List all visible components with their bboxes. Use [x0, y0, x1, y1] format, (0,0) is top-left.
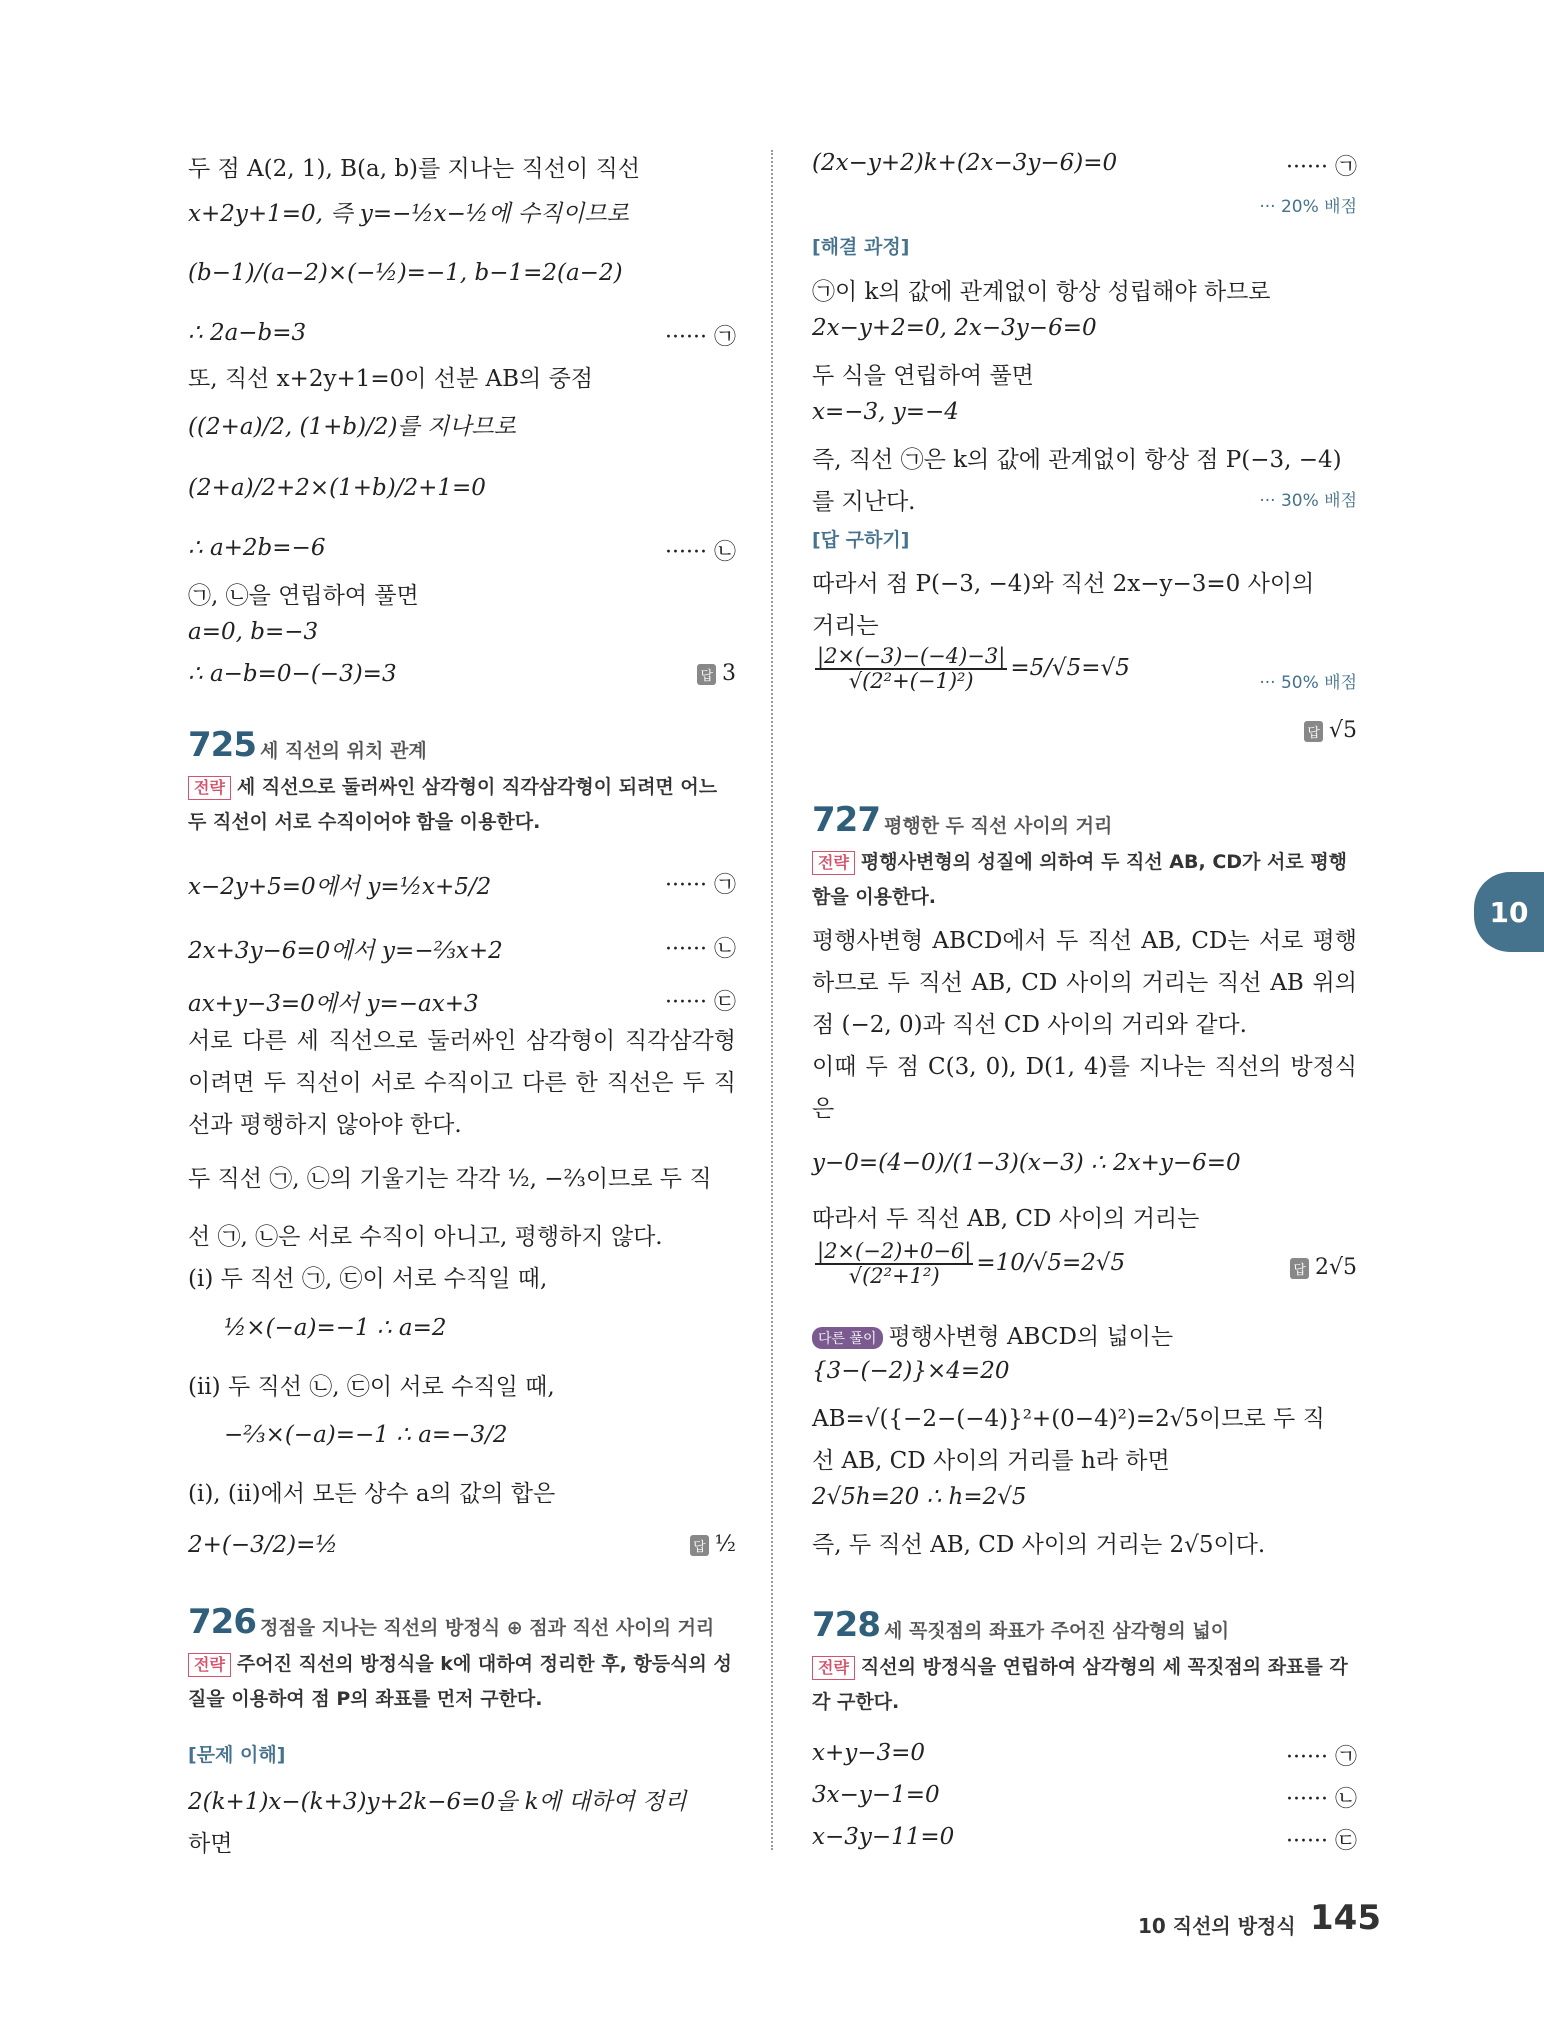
column-divider: [771, 150, 773, 1850]
problem-title: 세 꼭짓점의 좌표가 주어진 삼각형의 넓이: [884, 1620, 1230, 1642]
strategy-body: 평행사변형의 성질에 의하여 두 직선 AB, CD가 서로 평행함을 이용한다.: [812, 851, 1348, 908]
alt-solution-text: 평행사변형 ABCD의 넓이는: [888, 1324, 1174, 1350]
equation-tag: ······ ㉠: [665, 873, 736, 898]
text-line: 따라서 두 직선 AB, CD 사이의 거리는: [812, 1206, 1200, 1232]
problem-number: 725: [188, 725, 256, 765]
text-line: (ii) 두 직선 ㉡, ㉢이 서로 수직일 때,: [188, 1374, 555, 1400]
numerator: |2×(−2)+0−6|: [815, 1240, 973, 1265]
equation-tag: ······ ㉠: [665, 325, 736, 350]
equation-line: −⅔×(−a)=−1 ∴ a=−3/2: [224, 1422, 508, 1448]
strategy-body: 세 직선으로 둘러싸인 삼각형이 직각삼각형이 되려면 어느 두 직선이 서로 수직이어야 함을 이용한다.: [188, 776, 718, 833]
alt-solution-badge: 다른 풀이: [812, 1327, 883, 1349]
equation-line: 2+(−3/2)=½: [188, 1532, 338, 1558]
text-line: 또, 직선 x+2y+1=0이 선분 AB의 중점: [188, 366, 594, 392]
strategy-badge: 전략: [188, 776, 231, 800]
text-line: 선 ㉠, ㉡은 서로 수직이 아니고, 평행하지 않다.: [188, 1224, 663, 1250]
problem-title: 세 직선의 위치 관계: [260, 740, 427, 762]
strategy-body: 주어진 직선의 방정식을 k에 대하여 정리한 후, 항등식의 성질을 이용하여 점 P의 좌표를 먼저 구한다.: [188, 1653, 732, 1710]
problem-title: 평행한 두 직선 사이의 거리: [884, 815, 1113, 837]
equation-line: (2x−y+2)k+(2x−3y−6)=0: [812, 150, 1118, 176]
page-number: 145: [1310, 1898, 1381, 1938]
text-line: ∴ a+2b=−6: [188, 535, 326, 561]
paragraph: 서로 다른 세 직선으로 둘러싸인 삼각형이 직각삼각형이려면 두 직선이 서로 수직이고 다른 한 직선은 두 직선과 평행하지 않아야 한다.: [188, 1028, 736, 1138]
text-line: 즉, 두 직선 AB, CD 사이의 거리는 2√5이다.: [812, 1532, 1266, 1558]
text-line: a=0, b=−3: [188, 619, 319, 645]
problem-number: 726: [188, 1602, 256, 1642]
strategy-text: [188, 1647, 736, 1717]
answer-value: ½: [714, 1532, 736, 1557]
equation-tag: ······ ㉢: [1286, 1829, 1357, 1854]
footer-chapter-label: 10 직선의 방정식: [1138, 1914, 1296, 1938]
step-heading: [해결 과정]: [812, 236, 910, 258]
answer-label-icon: 답: [1304, 721, 1323, 742]
text-line: 를 지난다.: [812, 489, 916, 515]
step-heading: [문제 이해]: [188, 1744, 286, 1766]
numerator: |2×(−3)−(−4)−3|: [815, 645, 1007, 670]
text-line: 거리는: [812, 613, 879, 639]
score-note: ··· 30% 배점: [1259, 491, 1357, 511]
text-line: 선 AB, CD 사이의 거리를 h라 하면: [812, 1448, 1170, 1474]
text-line: ((2+a)/2, (1+b)/2)를 지나므로: [188, 414, 516, 440]
strategy-body: 직선의 방정식을 연립하여 삼각형의 세 꼭짓점의 좌표를 각각 구한다.: [812, 1656, 1348, 1713]
strategy-badge: 전략: [812, 1656, 855, 1680]
text-line: 즉, 직선 ㉠은 k의 값에 관계없이 항상 점 P(−3, −4): [812, 447, 1342, 473]
equation-line: x=−3, y=−4: [812, 399, 959, 425]
equation-tag: ······ ㉡: [1286, 1787, 1357, 1812]
equation-line: x−2y+5=0에서 y=½x+5/2: [188, 874, 492, 900]
equation-line: 3x−y−1=0: [812, 1782, 940, 1808]
answer-label-icon: 답: [1290, 1258, 1309, 1279]
text-line: ㉠이 k의 값에 관계없이 항상 성립해야 하므로: [812, 279, 1271, 305]
text-line: 2(k+1)x−(k+3)y+2k−6=0을 k에 대하여 정리: [188, 1789, 687, 1815]
problem-title: 정점을 지나는 직선의 방정식 ⊕ 점과 직선 사이의 거리: [260, 1617, 715, 1639]
text-line: AB=√({−2−(−4)}²+(0−4)²)=2√5이므로 두 직: [812, 1406, 1325, 1432]
answer: [1290, 1255, 1357, 1280]
strategy-badge: 전략: [188, 1653, 231, 1677]
equation-tag: ······ ㉠: [1286, 155, 1357, 180]
answer-value: 3: [722, 661, 736, 686]
text-line: 하면: [188, 1831, 233, 1857]
strategy-text: [812, 845, 1357, 915]
equation-line: 2√5h=20 ∴ h=2√5: [812, 1484, 1027, 1510]
denominator: √(2²+1²): [848, 1264, 940, 1289]
text-line: ㉠, ㉡을 연립하여 풀면: [188, 583, 419, 609]
answer-label-icon: 답: [697, 664, 716, 685]
text-line: (b−1)/(a−2)×(−½)=−1, b−1=2(a−2): [188, 260, 623, 286]
equation-line: x+y−3=0: [812, 1740, 926, 1766]
text-line: ∴ a−b=0−(−3)=3: [188, 661, 397, 687]
equation-tag: ······ ㉠: [1286, 1745, 1357, 1770]
answer: [1304, 718, 1357, 743]
problem-number: 727: [812, 800, 880, 840]
text-line: (2+a)/2+2×(1+b)/2+1=0: [188, 475, 486, 501]
text-line: (i) 두 직선 ㉠, ㉢이 서로 수직일 때,: [188, 1266, 548, 1292]
equation-line: y−0=(4−0)/(1−3)(x−3) ∴ 2x+y−6=0: [812, 1150, 1241, 1176]
equation-tag: ······ ㉢: [665, 990, 736, 1015]
paragraph: 평행사변형 ABCD에서 두 직선 AB, CD는 서로 평행하므로 두 직선 AB, CD 사이의 거리는 직선 AB 위의 점 (−2, 0)과 직선 CD 사이의 거리와 같다.: [812, 928, 1357, 1038]
answer-value: 2√5: [1314, 1255, 1357, 1280]
score-note: ··· 20% 배점: [1259, 197, 1357, 217]
equation-line: ax+y−3=0에서 y=−ax+3: [188, 991, 479, 1017]
equation-line: ½×(−a)=−1 ∴ a=2: [224, 1315, 447, 1341]
answer: [690, 1532, 736, 1557]
chapter-tab: 10: [1474, 872, 1544, 952]
fraction-line: [812, 1240, 1357, 1288]
paragraph: 이때 두 점 C(3, 0), D(1, 4)를 지나는 직선의 방정식은: [812, 1054, 1357, 1122]
equation-line: 2x−y+2=0, 2x−3y−6=0: [812, 315, 1097, 341]
strategy-text: [188, 770, 736, 840]
equation-line: {3−(−2)}×4=20: [812, 1358, 1010, 1384]
problem-number: 728: [812, 1605, 880, 1645]
denominator: √(2²+(−1)²): [848, 669, 974, 694]
text-line: (i), (ii)에서 모든 상수 a의 값의 합은: [188, 1481, 556, 1507]
answer: [697, 661, 736, 686]
equation-tag: ······ ㉡: [665, 937, 736, 962]
fraction: [815, 1240, 973, 1288]
score-note: ··· 50% 배점: [1259, 673, 1357, 693]
step-heading: [답 구하기]: [812, 529, 910, 551]
equation-line: x−3y−11=0: [812, 1824, 955, 1850]
alt-solution-heading: [812, 1318, 1357, 1351]
text-line: 따라서 점 P(−3, −4)와 직선 2x−y−3=0 사이의: [812, 571, 1315, 597]
equation-tag: ······ ㉡: [665, 540, 736, 565]
text-line: 두 식을 연립하여 풀면: [812, 363, 1034, 389]
strategy-badge: 전략: [812, 851, 855, 875]
equation-line: 2x+3y−6=0에서 y=−⅔x+2: [188, 938, 503, 964]
strategy-text: [812, 1650, 1357, 1720]
text-line: 두 직선 ㉠, ㉡의 기울기는 각각 ½, −⅔이므로 두 직: [188, 1166, 712, 1192]
fraction-result: =10/√5=2√5: [976, 1250, 1126, 1277]
answer-label-icon: 답: [690, 1535, 709, 1556]
text-line: ∴ 2a−b=3: [188, 320, 307, 346]
answer-value: √5: [1328, 718, 1357, 743]
text-line: 두 점 A(2, 1), B(a, b)를 지나는 직선이 직선: [188, 156, 640, 182]
fraction-result: =5/√5=√5: [1010, 655, 1130, 682]
fraction: [815, 645, 1007, 693]
text-line: x+2y+1=0, 즉 y=−½x−½에 수직이므로: [188, 201, 629, 227]
